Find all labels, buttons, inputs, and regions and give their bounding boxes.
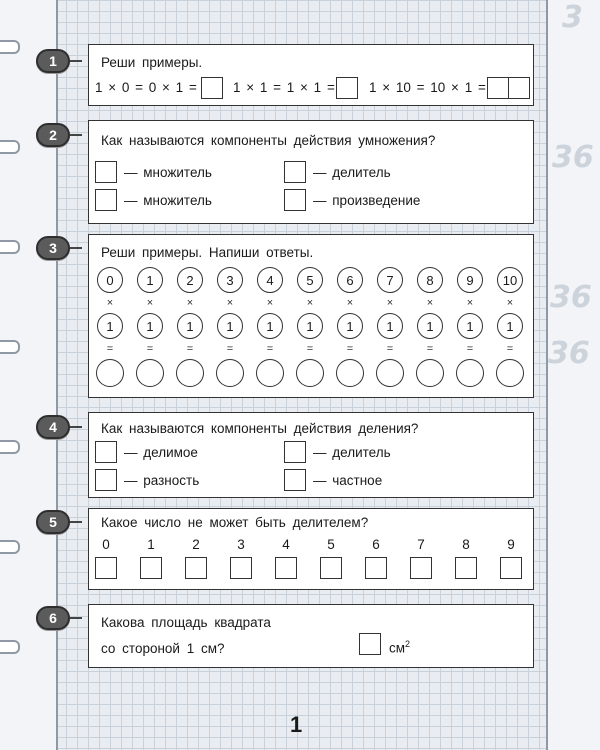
digit-label: 0	[102, 537, 110, 552]
answer-box[interactable]	[365, 557, 387, 579]
number-circle: 2	[177, 267, 203, 293]
answer-circle[interactable]	[176, 359, 204, 387]
number-circle: 9	[457, 267, 483, 293]
answer-box[interactable]	[275, 557, 297, 579]
digit-label: 2	[192, 537, 200, 552]
binder-ring	[0, 540, 20, 554]
decor-number: 36	[550, 280, 592, 315]
task-2-card	[88, 120, 534, 224]
task-1-card	[88, 44, 534, 106]
number-circle: 1	[257, 313, 283, 339]
binder-ring	[0, 440, 20, 454]
digit-label: 6	[372, 537, 380, 552]
answer-box[interactable]	[320, 557, 342, 579]
task-badge: 3	[36, 236, 70, 260]
answer-box[interactable]	[284, 469, 306, 491]
decor-number: 36	[548, 336, 590, 371]
option-label: — множитель	[124, 165, 212, 180]
right-margin	[546, 0, 600, 750]
equals-sign: =	[346, 343, 354, 355]
number-circle: 10	[497, 267, 523, 293]
answer-circle[interactable]	[296, 359, 324, 387]
task-3-title: Реши примеры. Напиши ответы.	[101, 245, 314, 260]
number-circle: 1	[137, 267, 163, 293]
option-label: — частное	[313, 473, 383, 488]
task-badge: 5	[36, 510, 70, 534]
task-badge: 1	[36, 49, 70, 73]
number-circle: 1	[177, 313, 203, 339]
answer-circle[interactable]	[496, 359, 524, 387]
number-circle: 1	[497, 313, 523, 339]
number-circle: 1	[97, 313, 123, 339]
example-1: 1 × 0 = 0 × 1 =	[95, 80, 197, 95]
task-badge: 6	[36, 606, 70, 630]
option-label: — делитель	[313, 165, 391, 180]
task-3-card	[88, 234, 534, 398]
task-badge: 2	[36, 123, 70, 147]
answer-box[interactable]	[410, 557, 432, 579]
answer-box[interactable]	[487, 77, 509, 99]
answer-box[interactable]	[201, 77, 223, 99]
equals-sign: =	[186, 343, 194, 355]
example-3: 1 × 10 = 10 × 1 =	[369, 80, 486, 95]
number-circle: 1	[377, 313, 403, 339]
answer-box[interactable]	[140, 557, 162, 579]
digit-label: 8	[462, 537, 470, 552]
equals-sign: =	[146, 343, 154, 355]
decor-number: 3	[562, 0, 583, 35]
times-sign: ×	[346, 297, 354, 309]
times-sign: ×	[106, 297, 114, 309]
task-2-title: Как называются компоненты действия умножения?	[101, 133, 436, 148]
number-circle: 3	[217, 267, 243, 293]
answer-box[interactable]	[95, 189, 117, 211]
binder-ring	[0, 240, 20, 254]
number-circle: 1	[457, 313, 483, 339]
binder-ring	[0, 40, 20, 54]
task-4-title: Как называются компоненты действия деления?	[101, 421, 419, 436]
answer-box[interactable]	[284, 189, 306, 211]
times-sign: ×	[306, 297, 314, 309]
binder-ring	[0, 340, 20, 354]
answer-circle[interactable]	[376, 359, 404, 387]
number-circle: 1	[337, 313, 363, 339]
answer-box[interactable]	[336, 77, 358, 99]
number-circle: 0	[97, 267, 123, 293]
answer-box[interactable]	[359, 633, 381, 655]
option-label: — множитель	[124, 193, 212, 208]
equals-sign: =	[426, 343, 434, 355]
digit-label: 4	[282, 537, 290, 552]
left-margin	[0, 0, 58, 750]
number-circle: 1	[137, 313, 163, 339]
answer-box[interactable]	[95, 469, 117, 491]
number-circle: 5	[297, 267, 323, 293]
times-sign: ×	[226, 297, 234, 309]
answer-box[interactable]	[284, 161, 306, 183]
times-sign: ×	[386, 297, 394, 309]
digit-label: 9	[507, 537, 515, 552]
binder-ring	[0, 140, 20, 154]
answer-box[interactable]	[500, 557, 522, 579]
equals-sign: =	[106, 343, 114, 355]
decor-number: 36	[552, 140, 594, 175]
equals-sign: =	[386, 343, 394, 355]
answer-box[interactable]	[508, 77, 530, 99]
times-sign: ×	[186, 297, 194, 309]
binder-ring	[0, 640, 20, 654]
equals-sign: =	[466, 343, 474, 355]
answer-circle[interactable]	[256, 359, 284, 387]
number-circle: 1	[417, 313, 443, 339]
times-sign: ×	[466, 297, 474, 309]
option-label: — разность	[124, 473, 200, 488]
digit-label: 7	[417, 537, 425, 552]
answer-box[interactable]	[455, 557, 477, 579]
digit-label: 3	[237, 537, 245, 552]
option-label: — произведение	[313, 193, 421, 208]
answer-box[interactable]	[95, 441, 117, 463]
equals-sign: =	[266, 343, 274, 355]
task-4-card	[88, 412, 534, 498]
times-sign: ×	[426, 297, 434, 309]
page-number: 1	[290, 712, 303, 737]
unit-label: $см^2$	[389, 639, 411, 656]
number-circle: 8	[417, 267, 443, 293]
number-circle: 7	[377, 267, 403, 293]
times-sign: ×	[506, 297, 514, 309]
digit-label: 1	[147, 537, 155, 552]
equals-sign: =	[226, 343, 234, 355]
equals-sign: =	[506, 343, 514, 355]
task-6-line2: со стороной 1 см?	[101, 641, 225, 656]
task-5-title: Какое число не может быть делителем?	[101, 515, 369, 530]
answer-box[interactable]	[95, 557, 117, 579]
times-sign: ×	[146, 297, 154, 309]
example-2: 1 × 1 = 1 × 1 =	[233, 80, 335, 95]
answer-box[interactable]	[230, 557, 252, 579]
number-circle: 4	[257, 267, 283, 293]
number-circle: 1	[217, 313, 243, 339]
number-circle: 6	[337, 267, 363, 293]
task-1-title: Реши примеры.	[101, 55, 203, 70]
answer-box[interactable]	[95, 161, 117, 183]
times-sign: ×	[266, 297, 274, 309]
task-6-line1: Какова площадь квадрата	[101, 615, 271, 630]
answer-circle[interactable]	[136, 359, 164, 387]
answer-circle[interactable]	[216, 359, 244, 387]
answer-circle[interactable]	[336, 359, 364, 387]
answer-circle[interactable]	[416, 359, 444, 387]
option-label: — делитель	[313, 445, 391, 460]
answer-box[interactable]	[284, 441, 306, 463]
answer-circle[interactable]	[96, 359, 124, 387]
task-badge: 4	[36, 415, 70, 439]
answer-box[interactable]	[185, 557, 207, 579]
task-5-card	[88, 508, 534, 590]
task-6-card	[88, 604, 534, 668]
option-label: — делимое	[124, 445, 198, 460]
equals-sign: =	[306, 343, 314, 355]
number-circle: 1	[297, 313, 323, 339]
answer-circle[interactable]	[456, 359, 484, 387]
digit-label: 5	[327, 537, 335, 552]
